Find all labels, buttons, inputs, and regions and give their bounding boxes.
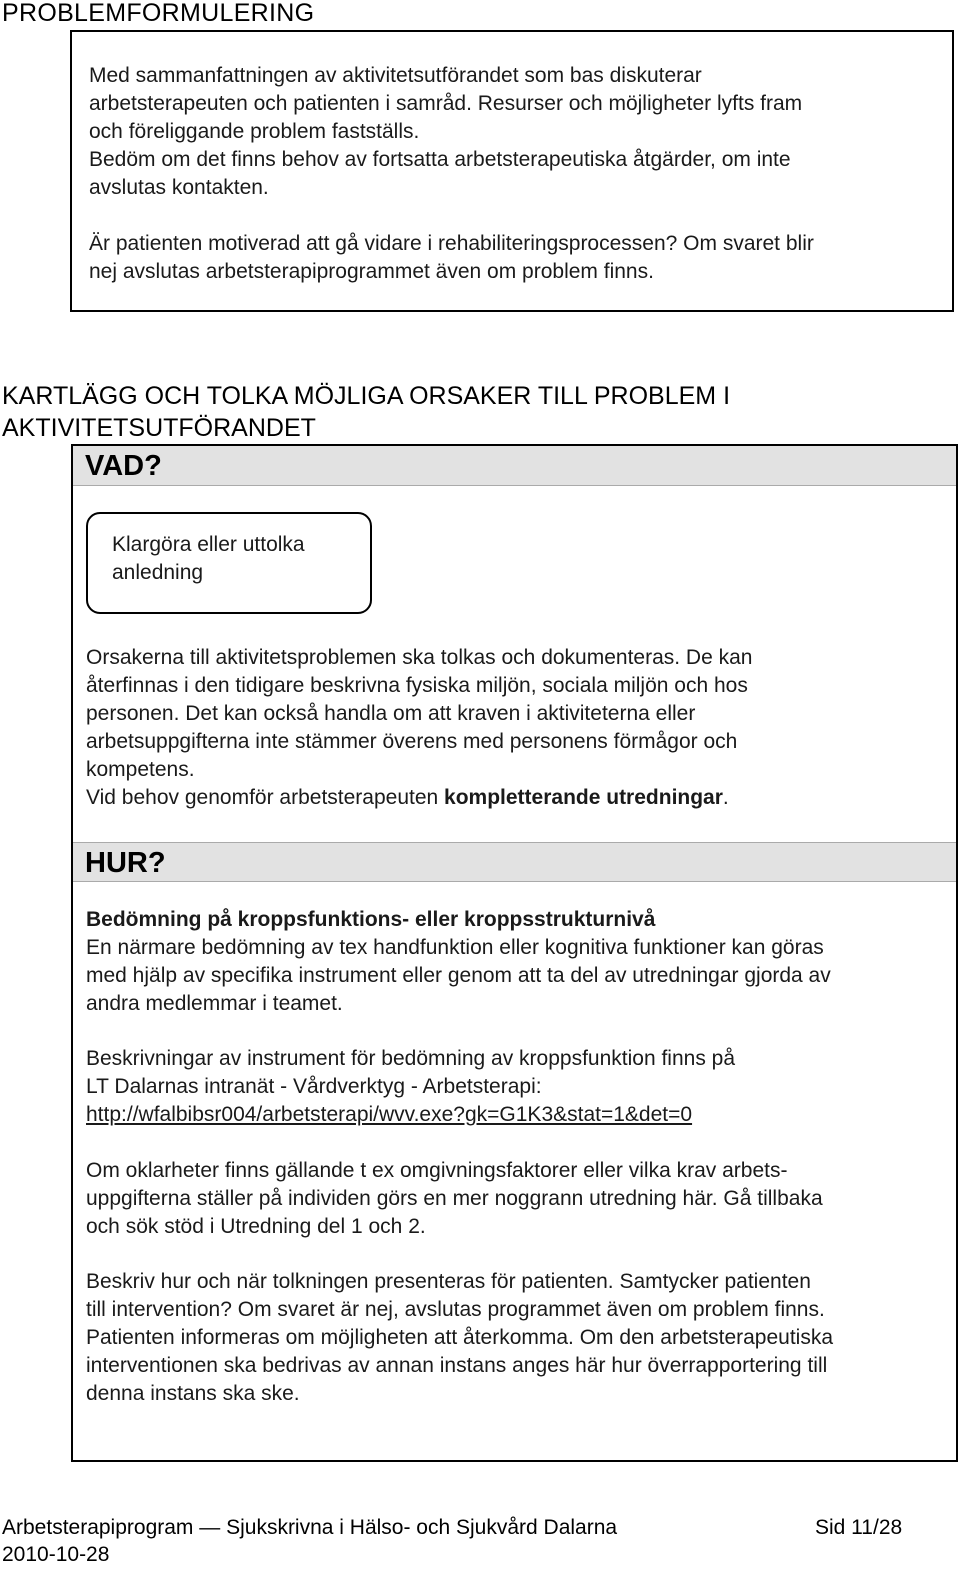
vad-label: VAD? bbox=[85, 450, 162, 482]
problem-text-line: avslutas kontakten. bbox=[89, 176, 269, 199]
vad-text-line: återfinnas i den tidigare beskrivna fysiska miljön, sociala miljön och hos bbox=[86, 674, 748, 697]
hur-text-line: denna instans ska ske. bbox=[86, 1382, 300, 1405]
callout-line: Klargöra eller uttolka bbox=[112, 533, 305, 556]
heading-kartlagg bbox=[2, 380, 730, 444]
footer-page-number: Sid 11/28 bbox=[815, 1516, 903, 1539]
callout-box bbox=[86, 512, 372, 614]
analysis-box bbox=[71, 444, 958, 1462]
vad-text-line: Orsakerna till aktivitetsproblemen ska tolkas och dokumenteras. De kan bbox=[86, 646, 753, 669]
hur-text-line: uppgifterna ställer på individen görs en mer noggrann utredning här. Gå tillbaka bbox=[86, 1187, 823, 1210]
vad-last-line bbox=[86, 784, 729, 812]
footer-date: 2010-10-28 bbox=[2, 1543, 110, 1566]
problem-text-line: Bedöm om det finns behov av fortsatta arbetsterapeutiska åtgärder, om inte bbox=[89, 148, 791, 171]
vad-text-line: kompetens. bbox=[86, 758, 195, 781]
hur-text-line: till intervention? Om svaret är nej, avslutas programmet även om problem finns. bbox=[86, 1298, 825, 1321]
vad-last-suffix: . bbox=[722, 786, 729, 809]
heading-kartlagg-line2: AKTIVITETSUTFÖRANDET bbox=[2, 414, 316, 442]
heading-problemformulering: PROBLEMFORMULERING bbox=[2, 0, 315, 27]
vad-text-line: personen. Det kan också handla om att kraven i aktiviteterna eller bbox=[86, 702, 696, 725]
hur-text-line: Beskrivningar av instrument för bedömning av kroppsfunktion finns på bbox=[86, 1047, 736, 1070]
heading-kartlagg-line1: KARTLÄGG OCH TOLKA MÖJLIGA ORSAKER TILL PROBLEM I bbox=[2, 382, 731, 410]
problem-text-line: och föreliggande problem fastställs. bbox=[89, 120, 420, 143]
hur-text-line: interventionen ska bedrivas av annan instans anges här hur överrapportering till bbox=[86, 1354, 828, 1377]
hur-header-bar bbox=[73, 842, 956, 882]
hur-text-line: andra medlemmar i teamet. bbox=[86, 992, 343, 1015]
problem-text-line: Är patienten motiverad att gå vidare i rehabiliteringsprocessen? Om svaret blir bbox=[89, 232, 814, 255]
problem-text-line: nej avslutas arbetsterapiprogrammet även om problem finns. bbox=[89, 260, 654, 283]
footer-title: Arbetsterapiprogram — Sjukskrivna i Hälso- och Sjukvård Dalarna bbox=[2, 1516, 618, 1539]
vad-header-bar bbox=[73, 446, 956, 486]
hur-label: HUR? bbox=[85, 847, 166, 879]
intranet-link[interactable]: http://wfalbibsr004/arbetsterapi/wvv.exe?gk=G1K3&stat=1&det=0 bbox=[86, 1103, 693, 1126]
hur-subheading: Bedömning på kroppsfunktions- eller kroppsstrukturnivå bbox=[86, 908, 656, 931]
vad-text-line: arbetsuppgifterna inte stämmer överens med personens förmågor och bbox=[86, 730, 738, 753]
hur-text-line: En närmare bedömning av tex handfunktion eller kognitiva funktioner kan göras bbox=[86, 936, 824, 959]
hur-text-line: med hjälp av specifika instrument eller genom att ta del av utredningar gjorda av bbox=[86, 964, 831, 987]
hur-text-line: LT Dalarnas intranät - Vårdverktyg - Arbetsterapi: bbox=[86, 1075, 542, 1098]
vad-last-prefix: Vid behov genomför arbetsterapeuten bbox=[86, 786, 445, 809]
vad-last-bold: kompletterande utredningar bbox=[444, 786, 723, 809]
hur-text-line: Om oklarheter finns gällande t ex omgivningsfaktorer eller vilka krav arbets- bbox=[86, 1159, 788, 1182]
hur-text-line: Patienten informeras om möjligheten att återkomma. Om den arbetsterapeutiska bbox=[86, 1326, 834, 1349]
callout-line: anledning bbox=[112, 561, 204, 584]
problem-text-line: arbetsterapeuten och patienten i samråd. Resurser och möjligheter lyfts fram bbox=[89, 92, 803, 115]
hur-text-line: och sök stöd i Utredning del 1 och 2. bbox=[86, 1215, 426, 1238]
hur-text-line: Beskriv hur och när tolkningen presenteras för patienten. Samtycker patienten bbox=[86, 1270, 811, 1293]
problem-box bbox=[70, 30, 954, 312]
problem-text-line: Med sammanfattningen av aktivitetsutförandet som bas diskuterar bbox=[89, 64, 702, 87]
